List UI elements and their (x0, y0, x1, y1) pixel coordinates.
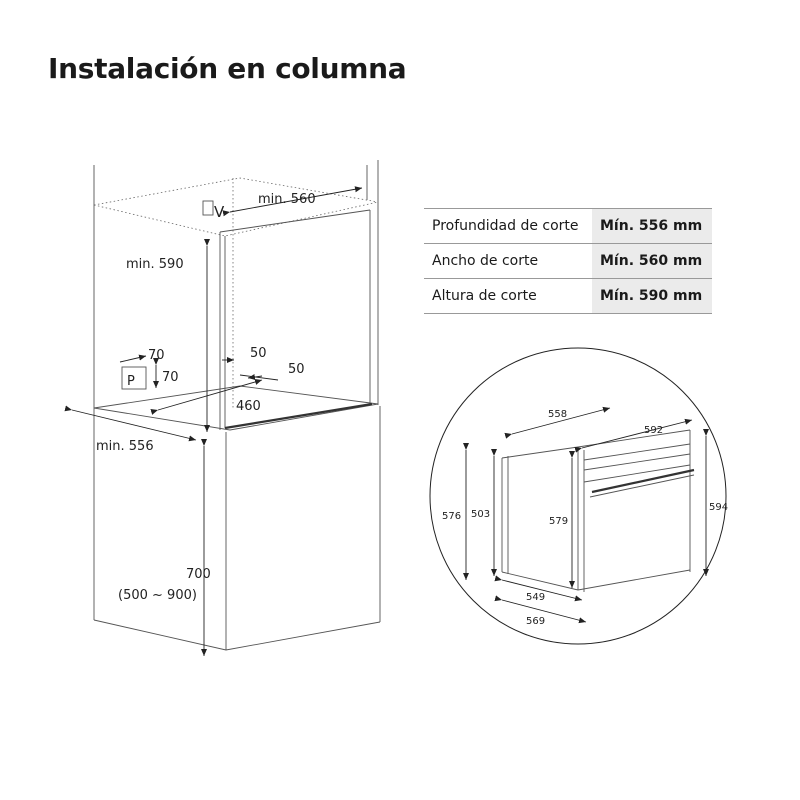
table-row (424, 209, 712, 244)
min-width-label: min. 560 (258, 192, 316, 207)
oven-labels (442, 409, 728, 627)
oven-depth-bottom-1-label: 549 (526, 592, 546, 603)
oven-depth-bottom-2-label: 569 (526, 616, 546, 627)
column-dimensions (72, 188, 362, 656)
side-gap-label: 50 (250, 346, 267, 361)
vent-symbol: V (214, 203, 225, 221)
base-depth-label: 460 (236, 399, 261, 414)
outlet-width-label: 70 (148, 348, 165, 363)
install-range-label: (500 ~ 900) (118, 588, 197, 603)
oven-height-front-label: 594 (709, 502, 729, 513)
table-row (424, 279, 712, 314)
cut-dimensions-table (424, 208, 712, 314)
spec-value: Mín. 560 mm (592, 244, 712, 279)
min-depth-label: min. 556 (96, 439, 154, 454)
power-symbol: P (127, 374, 135, 389)
spec-label: Profundidad de corte (424, 209, 592, 244)
spec-label: Ancho de corte (424, 244, 592, 279)
outlet-height-label: 70 (162, 370, 179, 385)
column-labels (96, 192, 316, 603)
install-height-label: 700 (186, 567, 211, 582)
oven-depth-top-label: 558 (548, 409, 568, 420)
back-gap-label: 50 (288, 362, 305, 377)
oven-detail (430, 348, 729, 644)
min-height-label: min. 590 (126, 257, 184, 272)
oven-height-inner-label: 503 (471, 509, 491, 520)
spec-value: Mín. 590 mm (592, 279, 712, 314)
oven-width-front-label: 592 (644, 425, 664, 436)
vent-icon (203, 201, 213, 215)
spec-value: Mín. 556 mm (592, 209, 712, 244)
table-row (424, 244, 712, 279)
oven-height-body-label: 579 (549, 516, 569, 527)
spec-label: Altura de corte (424, 279, 592, 314)
page-title: Instalación en columna (48, 52, 407, 85)
oven-height-left-label: 576 (442, 511, 462, 522)
